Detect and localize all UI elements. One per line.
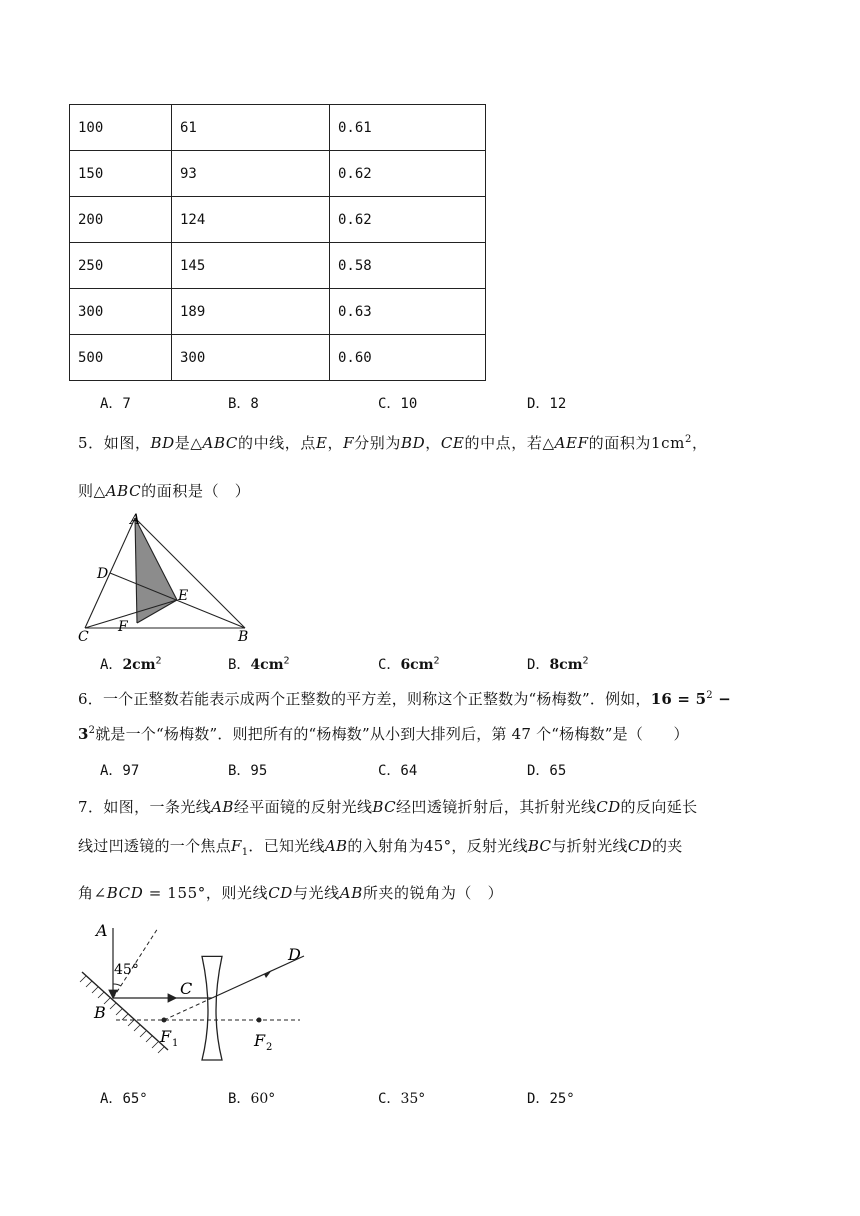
math-angle: = 155°: [143, 884, 206, 902]
table-cell: 93: [172, 151, 330, 197]
math-ab: AB: [211, 798, 234, 816]
q7-text: ，则光线: [205, 884, 269, 902]
label-e: E: [178, 588, 189, 604]
math-cd: CD: [596, 798, 621, 816]
label-b: B: [94, 1003, 106, 1022]
table-cell: 250: [70, 243, 172, 289]
q5-option-b[interactable]: [228, 654, 290, 674]
q6-option-a[interactable]: A．97: [100, 763, 140, 779]
q6-text: 就是一个“杨梅数”．则把所有的“杨梅数”从小到大排列后，第 47 个“杨梅数”是（ ）: [95, 725, 689, 743]
q7-text: 的入射角为: [347, 837, 424, 855]
q7-text: 7．如图，一条光线: [78, 798, 212, 816]
table-cell: 0.58: [330, 243, 486, 289]
math-bd: BD: [400, 434, 426, 452]
option-exponent: 2: [155, 655, 162, 667]
label-d: D: [288, 945, 301, 964]
table-row: [70, 243, 486, 289]
table-cell: 0.61: [330, 105, 486, 151]
math-subscript: 1: [241, 847, 249, 858]
triangle-figure: [74, 510, 260, 642]
optics-figure: [76, 920, 306, 1070]
math-cd: CD: [268, 884, 293, 902]
table-cell: 145: [172, 243, 330, 289]
label-b: B: [238, 629, 249, 642]
reverse-extension: [164, 998, 212, 1020]
q5-text: ，: [425, 434, 441, 452]
option-value: 65°: [122, 1091, 148, 1107]
angle-arc: [113, 984, 121, 986]
q7-text: 的反向延长: [620, 798, 698, 816]
q7-option-a[interactable]: [100, 1088, 148, 1108]
q5-text: 是△: [174, 434, 203, 452]
label-f2-subscript: 2: [266, 1042, 273, 1053]
math-equation: 16 = 5: [650, 690, 707, 708]
q7-option-b[interactable]: [228, 1088, 275, 1108]
math-exponent: 2: [685, 434, 692, 445]
q6-option-c[interactable]: C．64: [378, 763, 418, 779]
label-f1-subscript: 1: [172, 1038, 179, 1049]
math-bc: BC: [527, 837, 552, 855]
q4-option-d[interactable]: D．12: [527, 396, 567, 412]
table-body: [70, 105, 486, 381]
ray-cd-arrow: [264, 970, 272, 978]
table-cell: 0.62: [330, 151, 486, 197]
q7-text: 线过凹透镜的一个焦点: [78, 837, 232, 855]
q7-text: 经凹透镜折射后，其折射光线: [396, 798, 597, 816]
q6-line-2: [78, 723, 689, 744]
table-cell: 300: [70, 289, 172, 335]
option-value: 25°: [549, 1091, 575, 1107]
q5-text: 分别为: [354, 434, 401, 452]
concave-lens: [202, 956, 222, 1060]
math-abc: ABC: [105, 482, 142, 500]
label-f2: F: [254, 1031, 266, 1050]
table-cell: 0.60: [330, 335, 486, 381]
math-cd: CD: [627, 837, 652, 855]
label-c: C: [78, 629, 89, 642]
option-value: 8cm: [549, 657, 583, 673]
label-c: C: [180, 979, 193, 998]
option-label: B．: [228, 657, 251, 673]
table-cell: 0.62: [330, 197, 486, 243]
math-bcd: BCD: [106, 884, 144, 902]
q7-line-1: [78, 796, 698, 817]
q7-text: ．已知光线: [248, 837, 325, 855]
option-exponent: 2: [283, 655, 290, 667]
mirror-hatching: [80, 976, 164, 1053]
q7-text: 经平面镜的反射光线: [233, 798, 373, 816]
math-area: 1cm: [651, 434, 685, 452]
q6-option-d[interactable]: D．65: [527, 763, 567, 779]
table-row: [70, 197, 486, 243]
q5-line-2: [78, 480, 250, 501]
table-cell: 200: [70, 197, 172, 243]
table-cell: 61: [172, 105, 330, 151]
q7-option-d[interactable]: [527, 1088, 575, 1108]
option-value: 4cm: [250, 657, 284, 673]
math-ab: AB: [324, 837, 348, 855]
q5-text: 的中线，点: [237, 434, 316, 452]
option-label: C．: [378, 657, 401, 673]
table-cell: 100: [70, 105, 172, 151]
frequency-table: [69, 104, 486, 381]
table-cell: 0.63: [330, 289, 486, 335]
label-f1: F: [160, 1027, 172, 1046]
label-f: F: [118, 619, 128, 635]
q7-text: 与折射光线: [551, 837, 628, 855]
math-f: F: [343, 434, 355, 452]
table-row: [70, 289, 486, 335]
q6-option-b[interactable]: B．95: [228, 763, 268, 779]
q7-line-3: [78, 882, 503, 903]
math-aef: AEF: [554, 434, 589, 452]
option-label: B．: [228, 1091, 251, 1107]
q7-text: 所夹的锐角为（ ）: [362, 884, 504, 902]
shaded-triangle-aef: [135, 518, 177, 623]
q5-text: 的中点，若△: [464, 434, 555, 452]
q5-text: 的面积为: [588, 434, 652, 452]
q5-option-a[interactable]: [100, 654, 162, 674]
focal-point-f2: [257, 1018, 262, 1023]
math-base: 3: [78, 725, 89, 743]
math-bd: BD: [150, 434, 175, 452]
table-cell: 500: [70, 335, 172, 381]
q5-text: 的面积是（ ）: [141, 482, 251, 500]
math-f1: F: [231, 837, 242, 855]
table-cell: 150: [70, 151, 172, 197]
math-angle: 45°: [423, 837, 452, 855]
q7-line-2: [78, 835, 683, 858]
option-label: A．: [100, 657, 123, 673]
option-label: D．: [527, 1091, 550, 1107]
q4-option-a[interactable]: A．7: [100, 396, 131, 412]
math-abc: ABC: [202, 434, 238, 452]
q5-text: 则△: [78, 482, 106, 500]
q7-text: 角∠: [78, 884, 107, 902]
table-cell: 300: [172, 335, 330, 381]
label-a: A: [96, 921, 108, 940]
focal-point-f1: [162, 1018, 167, 1023]
q5-text: ，: [327, 434, 344, 452]
q4-option-b[interactable]: B．8: [228, 396, 259, 412]
q7-text: 的夹: [651, 837, 683, 855]
q5-line-1: [78, 432, 708, 453]
math-bc: BC: [372, 798, 397, 816]
table-row: [70, 105, 486, 151]
q5-option-c[interactable]: [378, 654, 440, 674]
table-cell: 124: [172, 197, 330, 243]
table-cell: 189: [172, 289, 330, 335]
q5-number: 5．如图，: [78, 434, 151, 452]
label-a: A: [130, 512, 141, 528]
option-value: 2cm: [122, 657, 156, 673]
math-exponent: 2: [706, 690, 713, 701]
math-ce: CE: [440, 434, 465, 452]
math-e: E: [315, 434, 328, 452]
math-ab: AB: [339, 884, 363, 902]
math-exponent: 2: [88, 725, 96, 736]
option-value: 35°: [400, 1091, 426, 1107]
q5-text: ，: [691, 434, 708, 452]
segment-ce: [85, 600, 177, 628]
option-value: 6cm: [400, 657, 434, 673]
option-value: 60°: [250, 1091, 276, 1107]
q5-option-d[interactable]: [527, 654, 589, 674]
q7-option-c[interactable]: [378, 1088, 425, 1108]
option-exponent: 2: [582, 655, 589, 667]
table-row: [70, 335, 486, 381]
q7-text: ，反射光线: [451, 837, 528, 855]
q6-text: 6．一个正整数若能表示成两个正整数的平方差，则称这个正整数为“杨梅数”．例如，: [78, 690, 651, 708]
q7-text: 与光线: [292, 884, 340, 902]
label-45-degrees: 45°: [114, 962, 139, 978]
option-exponent: 2: [433, 655, 440, 667]
q4-option-c[interactable]: C．10: [378, 396, 418, 412]
label-d: D: [97, 566, 109, 582]
option-label: D．: [527, 657, 550, 673]
table-row: [70, 151, 486, 197]
q6-line-1: [78, 688, 731, 709]
math-minus: −: [712, 690, 731, 708]
option-label: C．: [378, 1091, 401, 1107]
option-label: A．: [100, 1091, 123, 1107]
